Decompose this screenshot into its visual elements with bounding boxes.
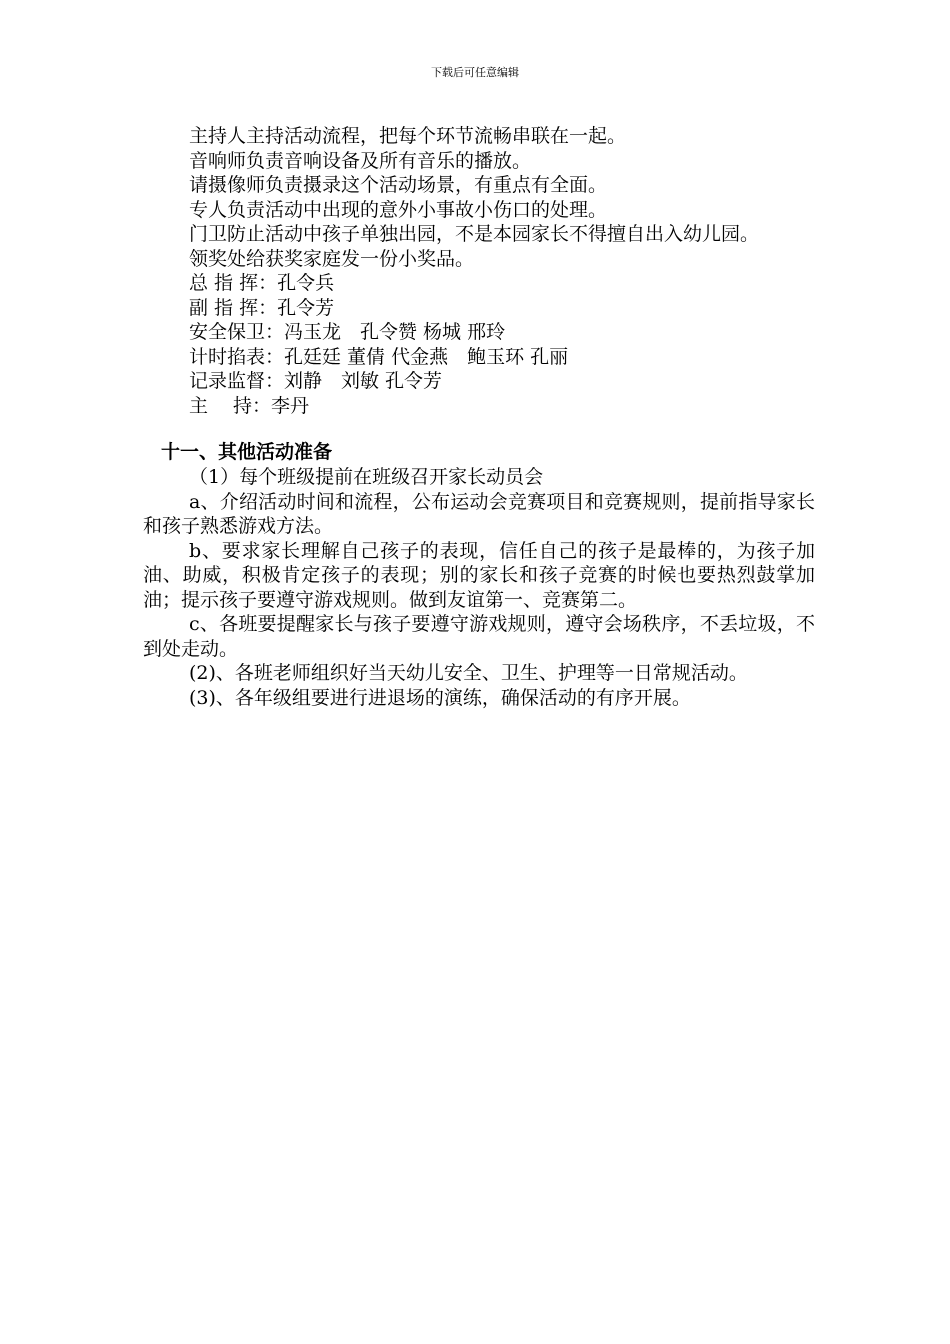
- item-a: a、介绍活动时间和流程，公布运动会竞赛项目和竞赛规则，提前指导家长和孩子熟悉游戏方法。: [143, 490, 815, 537]
- award-line: 领奖处给获奖家庭发一份小奖品。: [189, 247, 475, 270]
- item-c: c、各班要提醒家长与孩子要遵守游戏规则，遵守会场秩序，不丢垃圾，不到处走动。: [143, 613, 815, 660]
- sound-line: 音响师负责音响设备及所有音乐的播放。: [189, 149, 532, 172]
- item-1: （1）每个班级提前在班级召开家长动员会: [189, 466, 544, 488]
- gate-paragraph: 门卫防止活动中孩子单独出园，不是本园家长不得擅自出入幼儿园。: [189, 223, 760, 245]
- first-aid-line: 专人负责活动中出现的意外小事故小伤口的处理。: [189, 198, 608, 221]
- item-b: b、要求家长理解自己孩子的表现，信任自己的孩子是最棒的，为孩子加油、助威，积极肯定孩子的表现；别的家长和孩子竞赛的时候也要热烈鼓掌加油；提示孩子要遵守游戏规则。做到友谊第一、竞赛第二。: [143, 539, 815, 611]
- staff-host: 主 持：李丹: [189, 394, 310, 417]
- document-body: [143, 124, 815, 710]
- item-2: (2)、各班老师组织好当天幼儿安全、卫生、护理等一日常规活动。: [189, 662, 748, 684]
- item-3: (3)、各年级组要进行进退场的演练，确保活动的有序开展。: [189, 686, 691, 709]
- staff-records: 记录监督：刘静 刘敏 孔令芳: [189, 370, 443, 392]
- staff-deputy: 副 指 挥：孔令芳: [189, 296, 335, 319]
- host-line: 主持人主持活动流程，把每个环节流畅串联在一起。: [189, 125, 627, 147]
- staff-commander: 总 指 挥：孔令兵: [189, 272, 335, 294]
- camera-line: 请摄像师负责摄录这个活动场景，有重点有全面。: [189, 174, 608, 196]
- staff-security: 安全保卫：冯玉龙 孔令赞 杨城 邢玲: [189, 321, 506, 343]
- section-heading: 十一、其他活动准备: [161, 441, 333, 463]
- header-note: 下载后可任意编辑: [431, 66, 519, 79]
- staff-timing: 计时掐表：孔廷廷 董倩 代金燕 鲍玉环 孔丽: [189, 345, 569, 368]
